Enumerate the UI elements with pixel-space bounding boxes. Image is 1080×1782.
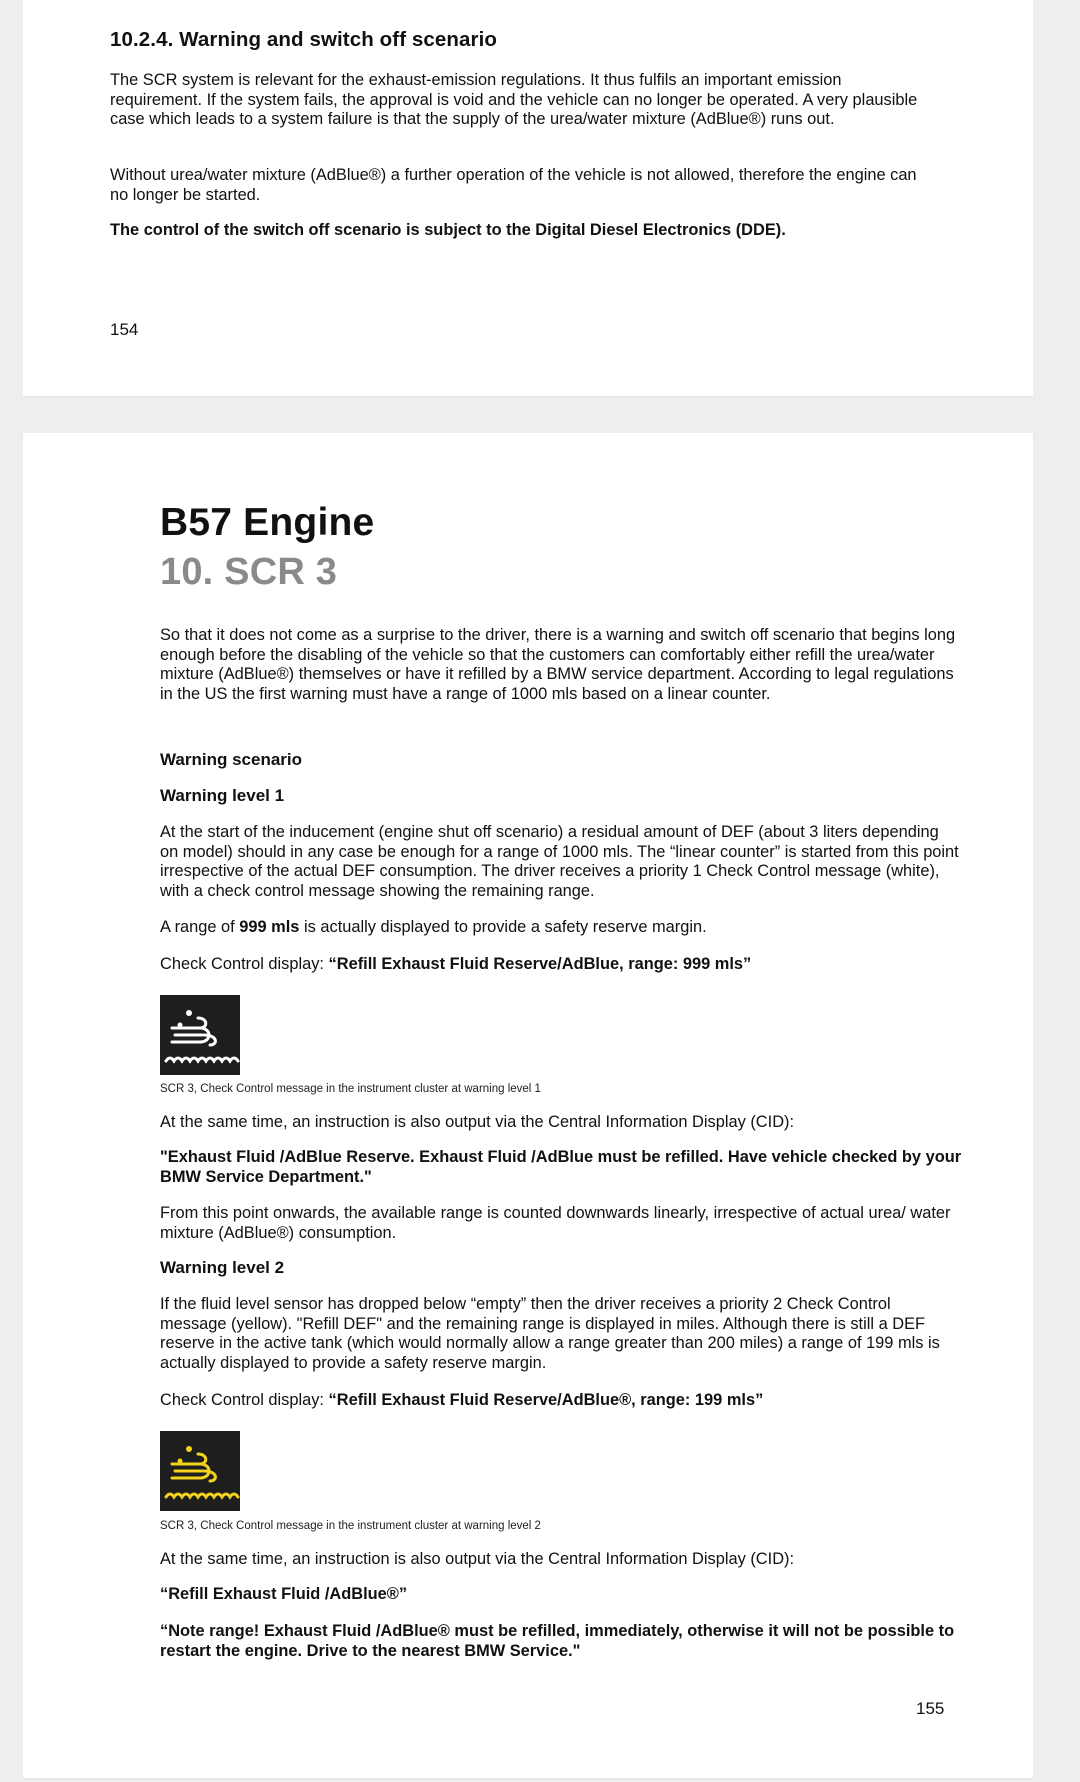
warning-level-2-heading: Warning level 2 [160, 1258, 285, 1277]
level1-range-text [160, 918, 960, 938]
document-title: B57 Engine [160, 501, 375, 544]
level1-icon-caption: SCR 3, Check Control message in the instrument cluster at warning level 1 [160, 1083, 541, 1095]
scr-warning-yellow-icon [160, 1431, 240, 1511]
range-suffix: is actually displayed to provide a safety reserve margin. [299, 918, 707, 936]
level2-cid-message-2: “Note range! Exhaust Fluid /AdBlue® must be refilled, immediately, otherwise it will not be possible to restart the engine. Drive to the nearest BMW Service." [160, 1622, 955, 1660]
warning-level-1-heading: Warning level 1 [160, 786, 285, 805]
range-prefix: A range of [160, 918, 240, 936]
paragraph-dde-control: The control of the switch off scenario is subject to the Digital Diesel Electronics (DDE). [110, 221, 786, 239]
scr-warning-yellow-icon-graphic [160, 1431, 240, 1511]
range-value: 999 mls [239, 918, 300, 936]
chapter-title: 10. SCR 3 [160, 551, 338, 593]
scr-warning-white-icon [160, 995, 240, 1075]
level2-paragraph: If the fluid level sensor has dropped below “empty” then the driver receives a priority 2 Check Control message (yellow). "Refill DEF" and the remaining range is displayed in miles. Although there is still a DEF reserve in the active tank (which would normally allow a range greater than 200 miles) a range of 199 mls is actually displayed to provide a safety reserve margin. [160, 1295, 940, 1372]
level1-paragraph: At the start of the inducement (engine shut off scenario) a residual amount of DEF (about 3 liters depending on model) should in any case be enough for a range of 1000 mls. The “linear counter” is started from this point irrespective of the actual DEF consumption. The driver receives a priority 1 Check Control message (white), with a check control message showing the remaining range. [160, 823, 959, 900]
display-text: “Refill Exhaust Fluid Reserve/AdBlue, range: 999 mls” [328, 955, 752, 973]
document-page-154 [23, 0, 1033, 396]
level1-cid-message: "Exhaust Fluid /AdBlue Reserve. Exhaust Fluid /AdBlue must be refilled. Have vehicle checked by your BMW Service Department." [160, 1148, 962, 1186]
display-label: Check Control display: [160, 1391, 329, 1409]
section-heading: 10.2.4. Warning and switch off scenario [110, 28, 498, 51]
document-page-155 [23, 433, 1033, 1778]
level2-cid-intro: At the same time, an instruction is also output via the Central Information Display (CID): [160, 1550, 795, 1568]
display-text: “Refill Exhaust Fluid Reserve/AdBlue®, range: 199 mls” [328, 1391, 764, 1409]
level2-icon-caption: SCR 3, Check Control message in the instrument cluster at warning level 2 [160, 1520, 541, 1532]
level2-cid-message-1: “Refill Exhaust Fluid /AdBlue®” [160, 1585, 408, 1603]
warning-scenario-heading: Warning scenario [160, 750, 303, 769]
page-number: 155 [916, 1699, 945, 1718]
level2-check-control-display [160, 1391, 980, 1411]
page-number: 154 [110, 320, 139, 339]
paragraph-scr-relevance: The SCR system is relevant for the exhaust-emission regulations. It thus fulfils an important emission requirement. If the system fails, the approval is void and the vehicle can no longer be operated. A very plausible case which leads to a system failure is that the supply of the urea/water mixture (AdBlue®) runs out. [110, 71, 918, 128]
intro-paragraph: So that it does not come as a surprise to the driver, there is a warning and switch off scenario that begins long enough before the disabling of the vehicle so that the customers can comfortably either refill the urea/water mixture (AdBlue®) themselves or have it refilled by a BMW service department. According to legal regulations in the US the first warning must have a range of 1000 mls based on a linear counter. [160, 626, 956, 703]
level1-after-text: From this point onwards, the available range is counted downwards linearly, irrespective of actual urea/ water mixture (AdBlue®) consumption. [160, 1204, 951, 1242]
display-label: Check Control display: [160, 955, 329, 973]
level1-cid-intro: At the same time, an instruction is also output via the Central Information Display (CID): [160, 1113, 795, 1131]
level1-check-control-display [160, 955, 980, 975]
scr-warning-white-icon-graphic [160, 995, 240, 1075]
paragraph-no-operation: Without urea/water mixture (AdBlue®) a further operation of the vehicle is not allowed, therefore the engine can no longer be started. [110, 166, 917, 204]
